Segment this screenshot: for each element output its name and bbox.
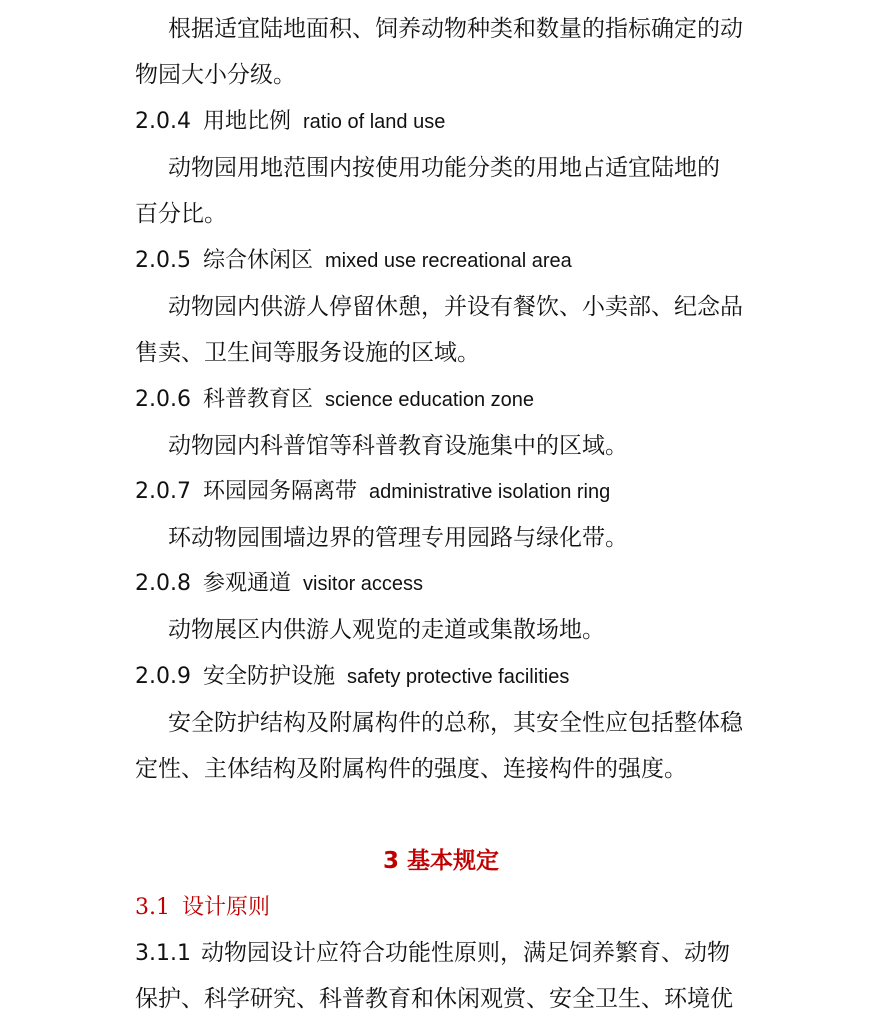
- paragraph-line: 售卖、卫生间等服务设施的区域。: [135, 340, 480, 366]
- term-number: 2.0.8: [135, 571, 191, 596]
- term-number: 2.0.9: [135, 664, 191, 689]
- clause-text: 动物园设计应符合功能性原则，满足饲养繁育、动物: [200, 940, 730, 966]
- term-chinese: 综合休闲区: [202, 248, 313, 273]
- term-english: safety protective facilities: [347, 666, 570, 688]
- term-chinese: 安全防护设施: [202, 664, 335, 689]
- term-chinese: 用地比例: [202, 109, 291, 134]
- paragraph-line: 根据适宜陆地面积、饲养动物种类和数量的指标确定的动: [168, 16, 743, 42]
- term-english: ratio of land use: [303, 111, 446, 133]
- term-heading-2-0-7: [135, 477, 610, 507]
- paragraph-line: 动物园内供游人停留休憩，并设有餐饮、小卖部、纪念品: [168, 294, 743, 320]
- section-number: 3.1: [135, 895, 170, 920]
- paragraph-line: 物园大小分级。: [135, 62, 296, 88]
- term-english: science education zone: [325, 389, 535, 411]
- term-chinese: 环园园务隔离带: [202, 479, 357, 504]
- term-heading-2-0-8: [135, 569, 423, 599]
- paragraph-line: 安全防护结构及附属构件的总称，其安全性应包括整体稳: [168, 710, 743, 736]
- term-number: 2.0.5: [135, 248, 191, 273]
- chapter-heading: 3 基本规定: [382, 848, 499, 874]
- paragraph-line: 保护、科学研究、科普教育和休闲观赏、安全卫生、环境优: [135, 986, 733, 1012]
- term-number: 2.0.6: [135, 387, 191, 412]
- clause-number: 3.1.1: [135, 941, 191, 966]
- section-heading: [135, 893, 270, 923]
- term-english: administrative isolation ring: [369, 481, 611, 503]
- section-title: 设计原则: [182, 895, 271, 920]
- paragraph-line: 动物园内科普馆等科普教育设施集中的区域。: [168, 433, 628, 459]
- term-english: mixed use recreational area: [325, 250, 572, 272]
- term-heading-2-0-4: [135, 107, 445, 137]
- paragraph-line: 百分比。: [135, 201, 227, 227]
- term-heading-2-0-5: [135, 246, 572, 276]
- clause-3-1-1: [135, 938, 730, 969]
- term-heading-2-0-9: [135, 662, 569, 692]
- term-heading-2-0-6: [135, 385, 534, 415]
- term-number: 2.0.7: [135, 479, 191, 504]
- paragraph-line: 动物园用地范围内按使用功能分类的用地占适宜陆地的: [168, 155, 720, 181]
- paragraph-line: 定性、主体结构及附属构件的强度、连接构件的强度。: [135, 756, 687, 782]
- term-english: visitor access: [303, 573, 424, 595]
- paragraph-line: 环动物园围墙边界的管理专用园路与绿化带。: [168, 525, 628, 551]
- paragraph-line: 动物展区内供游人观览的走道或集散场地。: [168, 617, 605, 643]
- term-number: 2.0.4: [135, 109, 191, 134]
- term-chinese: 科普教育区: [202, 387, 313, 412]
- term-chinese: 参观通道: [202, 571, 291, 596]
